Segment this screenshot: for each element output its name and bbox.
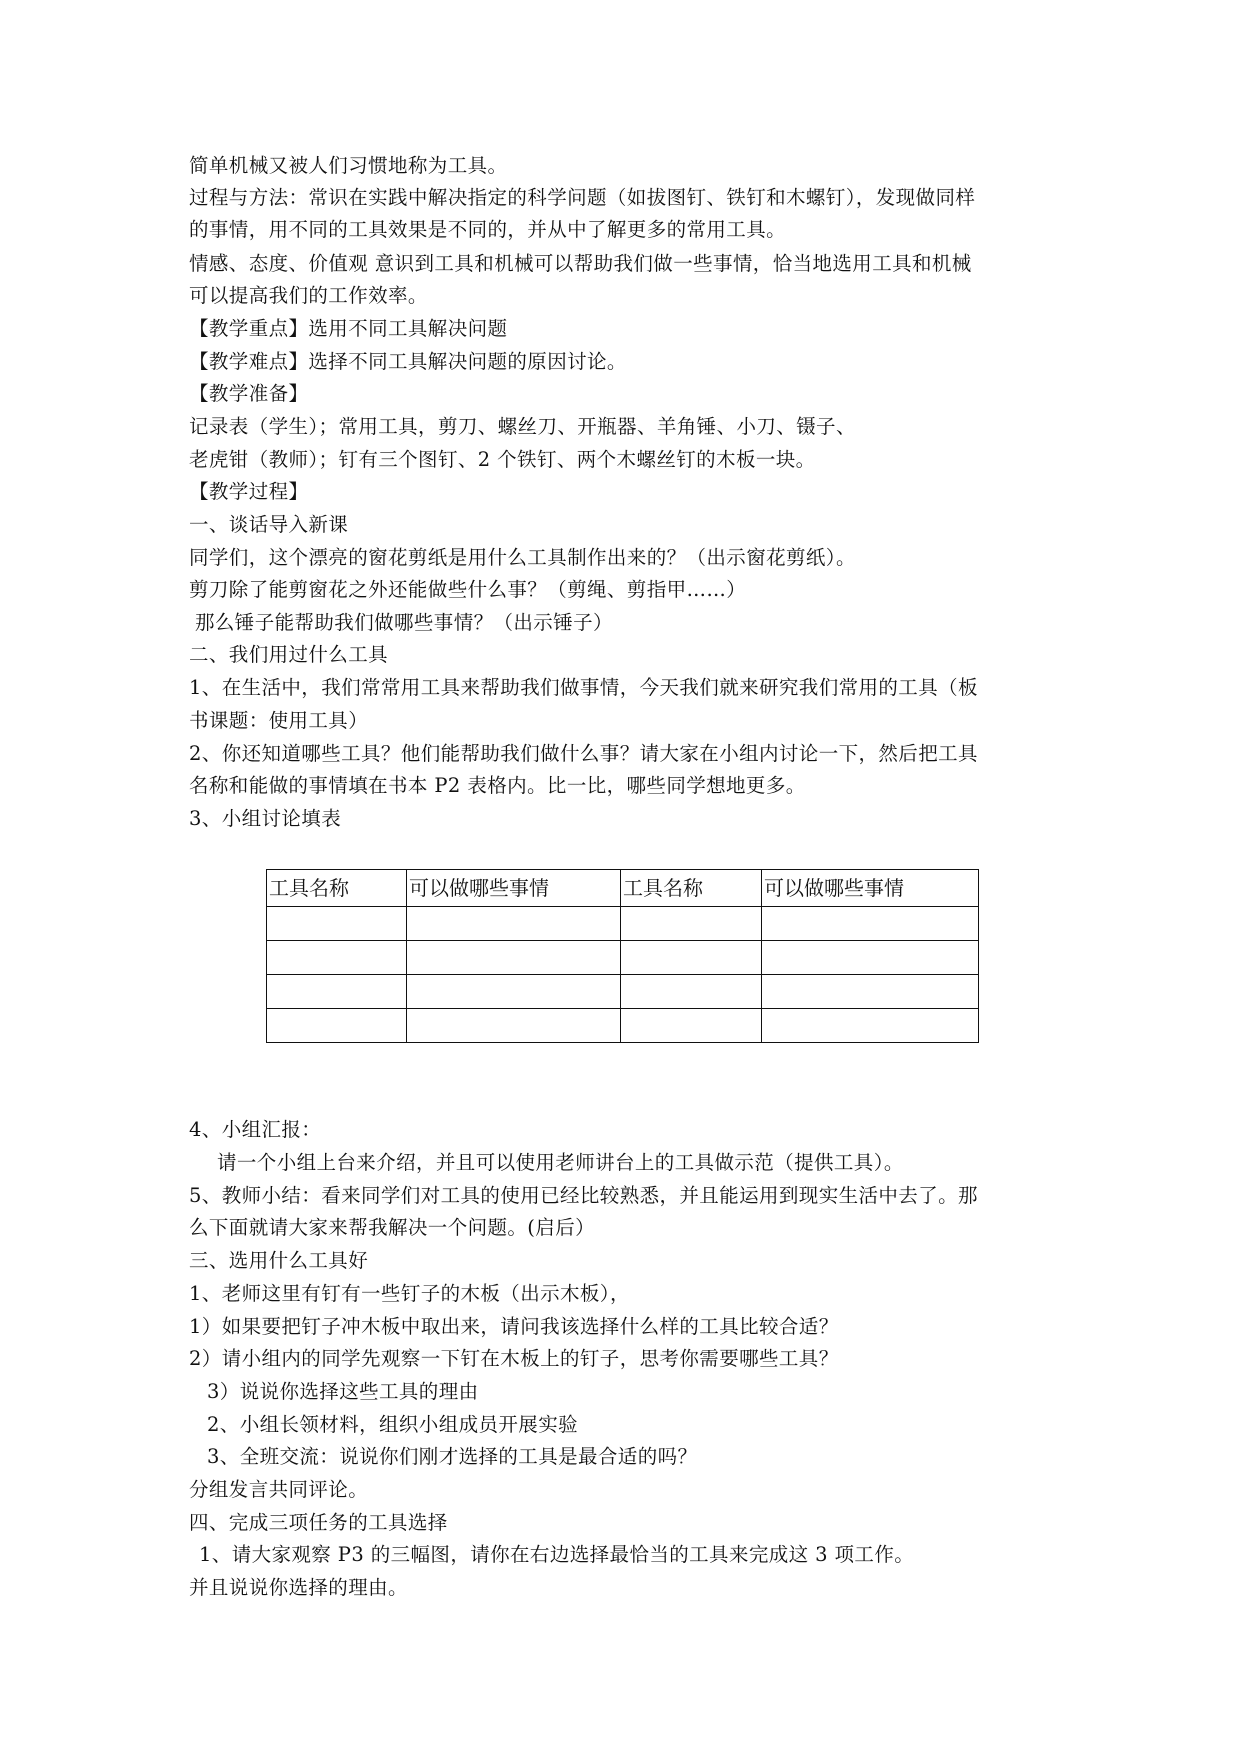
text-line: 同学们，这个漂亮的窗花剪纸是用什么工具制作出来的？（出示窗花剪纸）。 — [189, 546, 856, 569]
text-line: 分组发言共同评论。 — [189, 1478, 369, 1501]
table-cell — [621, 907, 762, 941]
section-heading: 【教学重点】选用不同工具解决问题 — [189, 317, 508, 340]
text-line: 3、全班交流：说说你们刚才选择的工具是最合适的吗？ — [207, 1445, 698, 1468]
text-line: 请一个小组上台来介绍，并且可以使用老师讲台上的工具做示范（提供工具）。 — [217, 1151, 904, 1174]
table-cell — [762, 907, 979, 941]
text-line: 1）如果要把钉子冲木板中取出来，请问我该选择什么样的工具比较合适？ — [189, 1315, 839, 1338]
text-line: 3、小组讨论填表 — [189, 807, 342, 830]
text-line: 4、小组汇报： — [189, 1118, 322, 1141]
table-row — [267, 941, 979, 975]
text-line: 5、教师小结：看来同学们对工具的使用已经比较熟悉，并且能运用到现实生活中去了。那 — [189, 1184, 978, 1207]
text-line: 老虎钳（教师）；钉有三个图钉、2 个铁钉、两个木螺丝钉的木板一块。 — [189, 448, 816, 471]
table-header-cell: 可以做哪些事情 — [407, 870, 621, 907]
text-line: 可以提高我们的工作效率。 — [189, 284, 428, 307]
section-heading: 一、谈话导入新课 — [189, 513, 349, 536]
text-line: 剪刀除了能剪窗花之外还能做些什么事？（剪绳、剪指甲……） — [189, 578, 747, 601]
text-line: 1、在生活中，我们常常用工具来帮助我们做事情，今天我们就来研究我们常用的工具（板 — [189, 676, 978, 699]
table-row — [267, 1009, 979, 1043]
section-heading: 三、选用什么工具好 — [189, 1249, 369, 1272]
section-heading: 【教学准备】 — [189, 382, 309, 405]
table-cell — [762, 975, 979, 1009]
text-line: 记录表（学生）；常用工具，剪刀、螺丝刀、开瓶器、羊角锤、小刀、镊子、 — [189, 415, 856, 438]
section-heading: 二、我们用过什么工具 — [189, 643, 389, 666]
text-line: 3）说说你选择这些工具的理由 — [207, 1380, 479, 1403]
tool-record-table — [266, 869, 979, 1043]
table-cell — [267, 1009, 407, 1043]
text-line: 1、老师这里有钉有一些钉子的木板（出示木板）， — [189, 1282, 630, 1305]
table-row — [267, 907, 979, 941]
table-cell — [407, 941, 621, 975]
text-line: 2）请小组内的同学先观察一下钉在木板上的钉子，思考你需要哪些工具？ — [189, 1347, 839, 1370]
section-heading: 四、完成三项任务的工具选择 — [189, 1511, 448, 1534]
table-cell — [267, 907, 407, 941]
text-line: 情感、态度、价值观 意识到工具和机械可以帮助我们做一些事情，恰当地选用工具和机械 — [189, 252, 972, 275]
table-cell — [762, 1009, 979, 1043]
table-cell — [621, 941, 762, 975]
text-line: 么下面就请大家来帮我解决一个问题。(启后） — [189, 1216, 596, 1239]
table-cell — [621, 975, 762, 1009]
table-cell — [267, 975, 407, 1009]
section-heading: 【教学难点】选择不同工具解决问题的原因讨论。 — [189, 350, 627, 373]
table-cell — [407, 1009, 621, 1043]
text-line: 的事情，用不同的工具效果是不同的，并从中了解更多的常用工具。 — [189, 218, 787, 241]
text-line: 那么锤子能帮助我们做哪些事情？（出示锤子） — [195, 611, 613, 634]
table-cell — [621, 1009, 762, 1043]
table-row — [267, 975, 979, 1009]
text-line: 并且说说你选择的理由。 — [189, 1576, 408, 1599]
text-line: 2、小组长领材料，组织小组成员开展实验 — [207, 1413, 579, 1436]
table-cell — [407, 975, 621, 1009]
text-line: 2、你还知道哪些工具？他们能帮助我们做什么事？请大家在小组内讨论一下，然后把工具 — [189, 742, 978, 765]
text-line: 书课题：使用工具） — [189, 709, 369, 732]
table-header-cell: 工具名称 — [267, 870, 407, 907]
text-line: 1、请大家观察 P3 的三幅图，请你在右边选择最恰当的工具来完成这 3 项工作。 — [199, 1543, 915, 1566]
table-header-cell: 可以做哪些事情 — [762, 870, 979, 907]
text-line: 名称和能做的事情填在书本 P2 表格内。比一比，哪些同学想地更多。 — [189, 774, 806, 797]
text-line: 简单机械又被人们习惯地称为工具。 — [189, 154, 508, 177]
text-line: 过程与方法：常识在实践中解决指定的科学问题（如拔图钉、铁钉和木螺钉），发现做同样 — [189, 186, 976, 209]
table-cell — [267, 941, 407, 975]
table-header-cell: 工具名称 — [621, 870, 762, 907]
section-heading: 【教学过程】 — [189, 480, 309, 503]
table-header-row — [267, 870, 979, 907]
table-cell — [762, 941, 979, 975]
table-cell — [407, 907, 621, 941]
